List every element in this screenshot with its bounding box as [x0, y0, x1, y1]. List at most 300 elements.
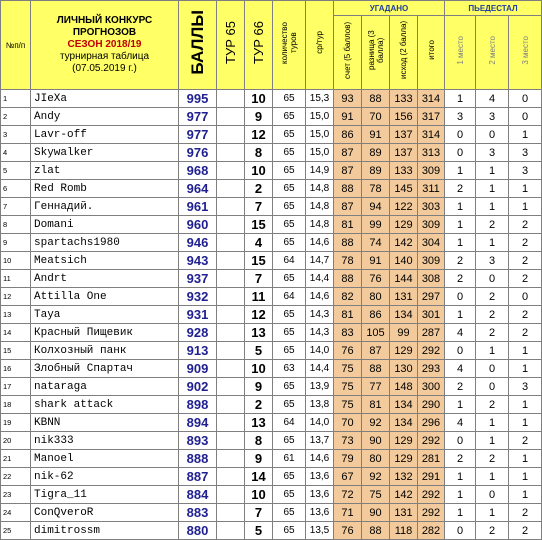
- player-points: 960: [179, 216, 217, 234]
- tur66-points: 9: [245, 378, 273, 396]
- guessed-outcome: 137: [390, 126, 418, 144]
- place2-header: 2 место: [476, 16, 509, 90]
- row-number: 14: [1, 324, 31, 342]
- guessed-score: 88: [334, 234, 362, 252]
- guessed-outcome: 132: [390, 468, 418, 486]
- turs-count-header: количество туров: [273, 1, 306, 90]
- turs-count: 65: [273, 486, 306, 504]
- player-name: Andy: [31, 108, 179, 126]
- turs-count: 65: [273, 432, 306, 450]
- player-name: KBNN: [31, 414, 179, 432]
- place1-count: 0: [445, 288, 476, 306]
- place1-count: 4: [445, 324, 476, 342]
- guessed-total: 287: [418, 324, 445, 342]
- guessed-score: 70: [334, 414, 362, 432]
- place3-count: 2: [509, 234, 542, 252]
- place2-count: 2: [476, 216, 509, 234]
- place3-count: 2: [509, 252, 542, 270]
- guessed-score: 78: [334, 252, 362, 270]
- turs-count: 65: [273, 126, 306, 144]
- place1-count: 1: [445, 486, 476, 504]
- place1-count: 1: [445, 504, 476, 522]
- tur65-points: [217, 270, 245, 288]
- avg-per-tur: 14,9: [306, 162, 334, 180]
- guessed-score: 75: [334, 378, 362, 396]
- table-row: [1, 378, 542, 396]
- tur65-header: ТУР 65: [217, 1, 245, 90]
- player-name: shark attack: [31, 396, 179, 414]
- tur66-points: 11: [245, 288, 273, 306]
- place2-count: 1: [476, 468, 509, 486]
- place3-count: 0: [509, 108, 542, 126]
- table-row: [1, 468, 542, 486]
- guessed-total: 290: [418, 396, 445, 414]
- table-row: [1, 414, 542, 432]
- player-points: 888: [179, 450, 217, 468]
- guessed-diff: 92: [362, 414, 390, 432]
- table-row: [1, 288, 542, 306]
- row-number: 17: [1, 378, 31, 396]
- player-name: Skywalker: [31, 144, 179, 162]
- tur66-points: 2: [245, 180, 273, 198]
- title-line1: ЛИЧНЫЙ КОНКУРС: [56, 15, 153, 26]
- tur66-points: 10: [245, 162, 273, 180]
- guessed-total: 311: [418, 180, 445, 198]
- avg-per-tur: 14,6: [306, 288, 334, 306]
- avg-per-tur: 14,4: [306, 360, 334, 378]
- tur65-points: [217, 306, 245, 324]
- place1-header: 1 место: [445, 16, 476, 90]
- avg-per-tur: 15,0: [306, 144, 334, 162]
- player-points: 961: [179, 198, 217, 216]
- guessed-diff: 88: [362, 522, 390, 540]
- guessed-score: 82: [334, 288, 362, 306]
- turs-count: 65: [273, 108, 306, 126]
- guessed-total: 297: [418, 288, 445, 306]
- tur66-points: 9: [245, 450, 273, 468]
- table-row: [1, 126, 542, 144]
- table-row: [1, 162, 542, 180]
- player-name: Taya: [31, 306, 179, 324]
- guessed-outcome: 134: [390, 306, 418, 324]
- tur66-points: 15: [245, 216, 273, 234]
- row-number: 11: [1, 270, 31, 288]
- table-row: [1, 306, 542, 324]
- player-points: 977: [179, 108, 217, 126]
- guessed-score: 87: [334, 198, 362, 216]
- table-row: [1, 144, 542, 162]
- turs-count: 65: [273, 306, 306, 324]
- guessed-score: 87: [334, 144, 362, 162]
- place1-count: 1: [445, 90, 476, 108]
- player-name: Геннадий.: [31, 198, 179, 216]
- guessed-diff: 77: [362, 378, 390, 396]
- player-points: 964: [179, 180, 217, 198]
- tur65-points: [217, 108, 245, 126]
- place1-count: 2: [445, 270, 476, 288]
- guessed-diff: 75: [362, 486, 390, 504]
- guessed-header: УГАДАНО: [334, 1, 445, 16]
- guessed-outcome: 156: [390, 108, 418, 126]
- tur65-points: [217, 324, 245, 342]
- guessed-total: 313: [418, 144, 445, 162]
- avg-per-tur: 14,0: [306, 342, 334, 360]
- podium-header: ПЬЕДЕСТАЛ: [445, 1, 542, 16]
- tur66-points: 12: [245, 306, 273, 324]
- player-points: 893: [179, 432, 217, 450]
- place1-count: 1: [445, 216, 476, 234]
- guessed-score: 86: [334, 126, 362, 144]
- guessed-score: 87: [334, 162, 362, 180]
- place1-count: 1: [445, 396, 476, 414]
- tur66-points: 7: [245, 504, 273, 522]
- table-row: [1, 324, 542, 342]
- guessed-diff: 91: [362, 252, 390, 270]
- guessed-total: 300: [418, 378, 445, 396]
- guessed-diff: 91: [362, 126, 390, 144]
- place1-count: 1: [445, 162, 476, 180]
- guessed-diff: 74: [362, 234, 390, 252]
- table-row: [1, 432, 542, 450]
- guessed-diff: 76: [362, 270, 390, 288]
- guessed-outcome: 99: [390, 324, 418, 342]
- tur65-points: [217, 234, 245, 252]
- player-points: 909: [179, 360, 217, 378]
- player-points: 995: [179, 90, 217, 108]
- turs-count: 65: [273, 180, 306, 198]
- place2-count: 1: [476, 414, 509, 432]
- tur65-points: [217, 360, 245, 378]
- avg-per-tur: 15,0: [306, 126, 334, 144]
- guessed-score: 75: [334, 360, 362, 378]
- table-row: [1, 216, 542, 234]
- guessed-diff: 80: [362, 450, 390, 468]
- place3-header: 3 место: [509, 16, 542, 90]
- guessed-outcome: 148: [390, 378, 418, 396]
- place2-count: 1: [476, 162, 509, 180]
- turs-count: 65: [273, 270, 306, 288]
- guessed-score: 76: [334, 522, 362, 540]
- place2-count: 2: [476, 450, 509, 468]
- guessed-outcome: 134: [390, 396, 418, 414]
- player-name: Tigra_11: [31, 486, 179, 504]
- turs-count: 65: [273, 324, 306, 342]
- table-row: [1, 360, 542, 378]
- turs-count: 65: [273, 198, 306, 216]
- place1-count: 3: [445, 108, 476, 126]
- place2-count: 4: [476, 90, 509, 108]
- table-row: [1, 504, 542, 522]
- subtitle-line2: (07.05.2019 г.): [72, 63, 137, 74]
- tur66-points: 10: [245, 486, 273, 504]
- tur66-points: 8: [245, 144, 273, 162]
- place2-count: 0: [476, 486, 509, 504]
- guessed-diff: 81: [362, 396, 390, 414]
- guessed-diff: 70: [362, 108, 390, 126]
- place2-count: 1: [476, 180, 509, 198]
- tur65-points: [217, 468, 245, 486]
- guessed-outcome: 137: [390, 144, 418, 162]
- player-points: 932: [179, 288, 217, 306]
- guessed-outcome: 130: [390, 360, 418, 378]
- guessed-diff: 87: [362, 342, 390, 360]
- guessed-score: 83: [334, 324, 362, 342]
- row-number: 16: [1, 360, 31, 378]
- player-name: nik333: [31, 432, 179, 450]
- season-label: СЕЗОН 2018/19: [67, 39, 142, 50]
- guessed-score: 75: [334, 396, 362, 414]
- points-header: БАЛЛЫ: [179, 1, 217, 90]
- tur66-points: 8: [245, 432, 273, 450]
- player-points: 880: [179, 522, 217, 540]
- row-number: 20: [1, 432, 31, 450]
- player-points: 887: [179, 468, 217, 486]
- tur66-points: 12: [245, 126, 273, 144]
- row-number: 6: [1, 180, 31, 198]
- title-line2: ПРОГНОЗОВ: [72, 27, 137, 38]
- player-name: Red Romb: [31, 180, 179, 198]
- tur65-points: [217, 198, 245, 216]
- place3-count: 1: [509, 468, 542, 486]
- guessed-diff: 90: [362, 432, 390, 450]
- player-points: 976: [179, 144, 217, 162]
- guessed-score: 91: [334, 108, 362, 126]
- player-points: 943: [179, 252, 217, 270]
- player-name: Attilla One: [31, 288, 179, 306]
- place3-count: 2: [509, 432, 542, 450]
- place1-count: 2: [445, 378, 476, 396]
- guessed-total: 293: [418, 360, 445, 378]
- avg-per-tur: 14,6: [306, 450, 334, 468]
- score-header: счет (5 баллов): [334, 16, 362, 90]
- guessed-total: 281: [418, 450, 445, 468]
- guessed-outcome: 129: [390, 216, 418, 234]
- player-name: spartachs1980: [31, 234, 179, 252]
- tur66-points: 5: [245, 342, 273, 360]
- tur65-points: [217, 90, 245, 108]
- place2-count: 1: [476, 198, 509, 216]
- turs-count: 65: [273, 162, 306, 180]
- player-name: JIeXa: [31, 90, 179, 108]
- guessed-total: 308: [418, 270, 445, 288]
- row-number: 23: [1, 486, 31, 504]
- player-points: 883: [179, 504, 217, 522]
- place3-count: 1: [509, 414, 542, 432]
- player-points: 898: [179, 396, 217, 414]
- guessed-total: 301: [418, 306, 445, 324]
- table-row: [1, 396, 542, 414]
- player-name: Domani: [31, 216, 179, 234]
- guessed-total: 309: [418, 252, 445, 270]
- guessed-outcome: 144: [390, 270, 418, 288]
- turs-count: 65: [273, 216, 306, 234]
- player-name: Красный Пищевик: [31, 324, 179, 342]
- guessed-score: 79: [334, 450, 362, 468]
- player-name: Злобный Спартач: [31, 360, 179, 378]
- table-row: [1, 270, 542, 288]
- guessed-outcome: 131: [390, 288, 418, 306]
- place1-count: 4: [445, 414, 476, 432]
- guessed-total: 304: [418, 234, 445, 252]
- tur65-points: [217, 144, 245, 162]
- avg-per-tur: 13,6: [306, 504, 334, 522]
- table-row: [1, 108, 542, 126]
- guessed-total: 291: [418, 468, 445, 486]
- player-points: 931: [179, 306, 217, 324]
- place2-count: 2: [476, 396, 509, 414]
- player-points: 968: [179, 162, 217, 180]
- tur66-header: ТУР 66: [245, 1, 273, 90]
- turs-count: 65: [273, 144, 306, 162]
- turs-count: 65: [273, 468, 306, 486]
- avg-per-tur: 14,8: [306, 198, 334, 216]
- guessed-diff: 80: [362, 288, 390, 306]
- place1-count: 1: [445, 234, 476, 252]
- tur66-points: 14: [245, 468, 273, 486]
- player-points: 928: [179, 324, 217, 342]
- place2-count: 1: [476, 342, 509, 360]
- player-points: 894: [179, 414, 217, 432]
- place3-count: 2: [509, 504, 542, 522]
- tur65-points: [217, 396, 245, 414]
- row-number: 22: [1, 468, 31, 486]
- guessed-diff: 89: [362, 162, 390, 180]
- table-row: [1, 342, 542, 360]
- place3-count: 1: [509, 342, 542, 360]
- place1-count: 0: [445, 342, 476, 360]
- turs-count: 65: [273, 378, 306, 396]
- place3-count: 2: [509, 216, 542, 234]
- guessed-outcome: 118: [390, 522, 418, 540]
- tur65-points: [217, 252, 245, 270]
- place3-count: 1: [509, 198, 542, 216]
- avg-per-tur: 13,9: [306, 378, 334, 396]
- guessed-total: 292: [418, 504, 445, 522]
- avg-per-tur: 13,6: [306, 468, 334, 486]
- guessed-outcome: 145: [390, 180, 418, 198]
- row-number: 24: [1, 504, 31, 522]
- tur65-points: [217, 378, 245, 396]
- avg-per-tur: 13,5: [306, 522, 334, 540]
- subtitle-line1: турнирная таблица: [59, 51, 150, 62]
- avg-header: ср/тур: [306, 1, 334, 90]
- player-name: Lavr-off: [31, 126, 179, 144]
- place2-count: 1: [476, 234, 509, 252]
- guessed-score: 93: [334, 90, 362, 108]
- turs-count: 64: [273, 252, 306, 270]
- guessed-diff: 86: [362, 306, 390, 324]
- tur65-points: [217, 288, 245, 306]
- guessed-score: 72: [334, 486, 362, 504]
- turs-count: 64: [273, 288, 306, 306]
- turs-count: 65: [273, 342, 306, 360]
- guessed-total: 292: [418, 432, 445, 450]
- player-name: Колхозный панк: [31, 342, 179, 360]
- row-number: 21: [1, 450, 31, 468]
- player-name: Manoel: [31, 450, 179, 468]
- place1-count: 2: [445, 180, 476, 198]
- turs-count: 65: [273, 234, 306, 252]
- row-number: 7: [1, 198, 31, 216]
- place1-count: 2: [445, 450, 476, 468]
- place2-count: 0: [476, 360, 509, 378]
- guessed-score: 81: [334, 216, 362, 234]
- table-row: [1, 450, 542, 468]
- turs-count: 65: [273, 522, 306, 540]
- total-header: итого: [418, 16, 445, 90]
- turs-count: 64: [273, 414, 306, 432]
- place2-count: 2: [476, 324, 509, 342]
- guessed-diff: 78: [362, 180, 390, 198]
- player-points: 884: [179, 486, 217, 504]
- tur65-points: [217, 414, 245, 432]
- table-row: [1, 486, 542, 504]
- guessed-diff: 105: [362, 324, 390, 342]
- avg-per-tur: 15,0: [306, 108, 334, 126]
- guessed-outcome: 142: [390, 486, 418, 504]
- tur65-points: [217, 486, 245, 504]
- place3-count: 2: [509, 270, 542, 288]
- row-number: 8: [1, 216, 31, 234]
- row-number: 10: [1, 252, 31, 270]
- tur66-points: 15: [245, 252, 273, 270]
- row-number: 4: [1, 144, 31, 162]
- guessed-outcome: 129: [390, 432, 418, 450]
- avg-per-tur: 14,0: [306, 414, 334, 432]
- guessed-total: 296: [418, 414, 445, 432]
- tur65-points: [217, 522, 245, 540]
- row-number: 1: [1, 90, 31, 108]
- guessed-score: 71: [334, 504, 362, 522]
- guessed-outcome: 129: [390, 342, 418, 360]
- place3-count: 2: [509, 324, 542, 342]
- tur65-points: [217, 162, 245, 180]
- turs-count: 63: [273, 360, 306, 378]
- avg-per-tur: 13,7: [306, 432, 334, 450]
- tur66-points: 10: [245, 360, 273, 378]
- guessed-outcome: 129: [390, 450, 418, 468]
- guessed-total: 309: [418, 162, 445, 180]
- tur65-points: [217, 432, 245, 450]
- row-number: 9: [1, 234, 31, 252]
- player-points: 946: [179, 234, 217, 252]
- player-name: Andrt: [31, 270, 179, 288]
- avg-per-tur: 13,6: [306, 486, 334, 504]
- table-row: [1, 90, 542, 108]
- guessed-outcome: 133: [390, 162, 418, 180]
- num-header: №п/п: [1, 1, 31, 90]
- guessed-outcome: 122: [390, 198, 418, 216]
- guessed-diff: 92: [362, 468, 390, 486]
- turs-count: 65: [273, 396, 306, 414]
- tur66-points: 2: [245, 396, 273, 414]
- tur65-points: [217, 180, 245, 198]
- tur66-points: 13: [245, 414, 273, 432]
- guessed-score: 67: [334, 468, 362, 486]
- guessed-total: 303: [418, 198, 445, 216]
- row-number: 13: [1, 306, 31, 324]
- row-number: 15: [1, 342, 31, 360]
- place2-count: 0: [476, 378, 509, 396]
- place3-count: 1: [509, 180, 542, 198]
- row-number: 12: [1, 288, 31, 306]
- guessed-diff: 88: [362, 360, 390, 378]
- guessed-diff: 94: [362, 198, 390, 216]
- tur65-points: [217, 216, 245, 234]
- turs-count: 61: [273, 450, 306, 468]
- player-name: dimitrossm: [31, 522, 179, 540]
- standings-body: [1, 90, 542, 540]
